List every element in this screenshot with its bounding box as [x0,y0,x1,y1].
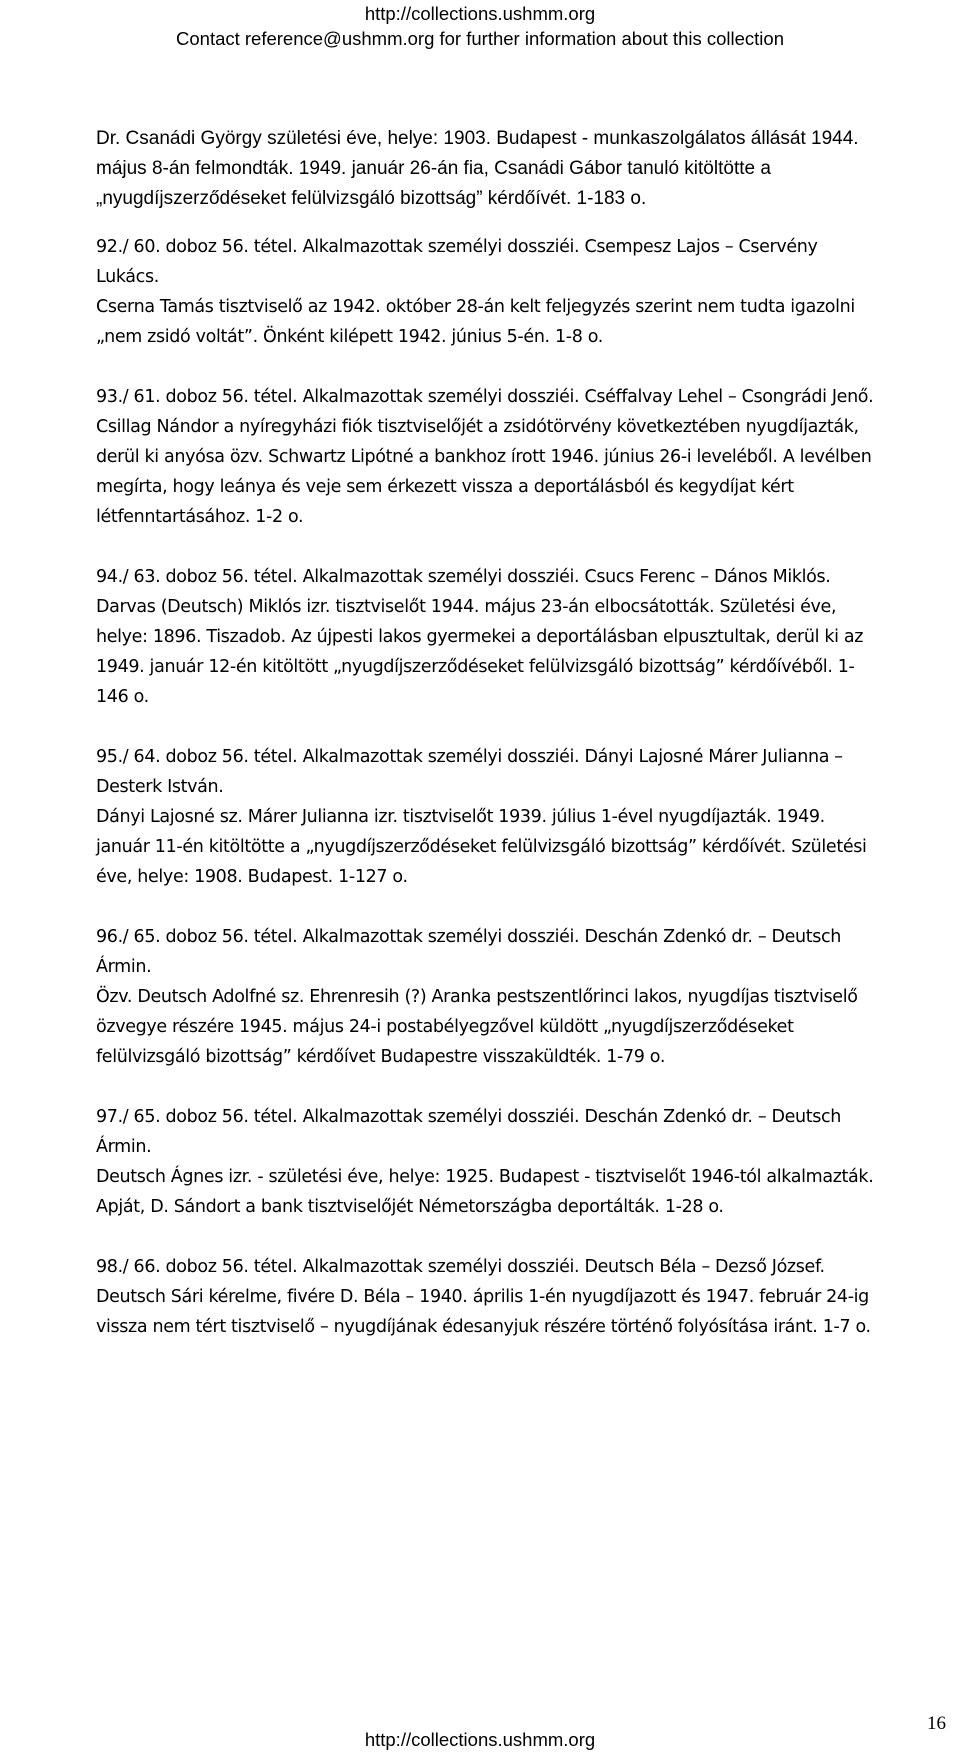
entry-93 [96,382,876,532]
entry-95 [96,742,876,892]
entry-heading: 93./ 61. doboz 56. tétel. Alkalmazottak személyi dossziéi. Cséffalvay Lehel – Csongrádi Jenő. [96,387,874,407]
page-footer [0,1727,960,1752]
page-header [0,0,960,51]
header-contact-notice: Contact reference@ushmm.org for further information about this collection [176,28,784,49]
header-url[interactable]: http://collections.ushmm.org [364,3,596,24]
footer-url[interactable]: http://collections.ushmm.org [364,1729,596,1750]
entry-97 [96,1102,876,1222]
entry-94 [96,562,876,712]
entry-body: Özv. Deutsch Adolfné sz. Ehrenresih (?) Aranka pestszentlőrinci lakos, nyugdíjas tisztviselő özvegye részére 1945. május 24-i postabélyegzővel küldött „nyugdíjszerződéseket felülvizsgáló bizottság” kérdőívet Budapestre visszaküldték. 1-79 o. [96,987,858,1067]
entry-body: Cserna Tamás tisztviselő az 1942. október 28-án kelt feljegyzés szerint nem tudta igazolni „nem zsidó voltát”. Önként kilépett 1942. június 5-én. 1-8 o. [96,297,855,347]
entry-heading: 96./ 65. doboz 56. tétel. Alkalmazottak személyi dossziéi. Deschán Zdenkó dr. – Deutsch Ármin. [96,927,842,977]
entry-body: Deutsch Sári kérelme, fivére D. Béla – 1940. április 1-én nyugdíjazott és 1947. február 24-ig vissza nem tért tisztviselő – nyugdíjának édesanyjuk részére történő folyósítása iránt. 1-7 o. [96,1287,871,1337]
entry-heading: 97./ 65. doboz 56. tétel. Alkalmazottak személyi dossziéi. Deschán Zdenkó dr. – Deutsch Ármin. [96,1107,842,1157]
document-body [96,124,876,1372]
entry-heading: 92./ 60. doboz 56. tétel. Alkalmazottak személyi dossziéi. Csempesz Lajos – Cservény Lukács. [96,237,818,287]
entry-98 [96,1252,876,1342]
entry-body: Darvas (Deutsch) Miklós izr. tisztviselőt 1944. május 23-án elbocsátották. Születési éve, helye: 1896. Tiszadob. Az újpesti lakos gyermekei a deportálásban elpusztultak, derül ki az 1949. január 12-én kitöltött „nyugdíjszerződéseket felülvizsgáló bizottság” kérdőívéből. 1-146 o. [96,597,864,707]
entry-heading: 94./ 63. doboz 56. tétel. Alkalmazottak személyi dossziéi. Csucs Ferenc – Dános Miklós. [96,567,831,587]
entry-96 [96,922,876,1072]
entry-heading: 98./ 66. doboz 56. tétel. Alkalmazottak személyi dossziéi. Deutsch Béla – Dezső József. [96,1257,825,1277]
entry-heading: 95./ 64. doboz 56. tétel. Alkalmazottak személyi dossziéi. Dányi Lajosné Márer Julianna – Desterk István. [96,747,843,797]
entry-body: Dányi Lajosné sz. Márer Julianna izr. tisztviselőt 1939. július 1-ével nyugdíjazták. 1949. január 11-én kitöltötte a „nyugdíjszerződéseket felülvizsgáló bizottság” kérdőívét. Születési éve, helye: 1908. Budapest. 1-127 o. [96,807,867,887]
entry-92 [96,232,876,352]
entry-body: Csillag Nándor a nyíregyházi fiók tisztviselőjét a zsidótörvény következtében nyugdíjazták, derül ki anyósa özv. Schwartz Lipótné a bankhoz írott 1946. június 26-i leveléből. A levélben megírta, hogy leánya és veje sem érkezett vissza a deportálásból és kegydíjat kért létfenntartásához. 1-2 o. [96,417,872,527]
intro-paragraph: Dr. Csanádi György születési éve, helye: 1903. Budapest - munkaszolgálatos állását 1944. május 8-án felmondták. 1949. január 26-án fia, Csanádi Gábor tanuló kitöltötte a „nyugdíjszerződéseket felülvizsgáló bizottság” kérdőívét. 1-183 o. [96,128,859,209]
entry-body: Deutsch Ágnes izr. - születési éve, helye: 1925. Budapest - tisztviselőt 1946-tól alkalmazták. Apját, D. Sándort a bank tisztviselőjét Németországba deportálták. 1-28 o. [96,1167,874,1217]
page-number: 16 [927,1713,946,1734]
